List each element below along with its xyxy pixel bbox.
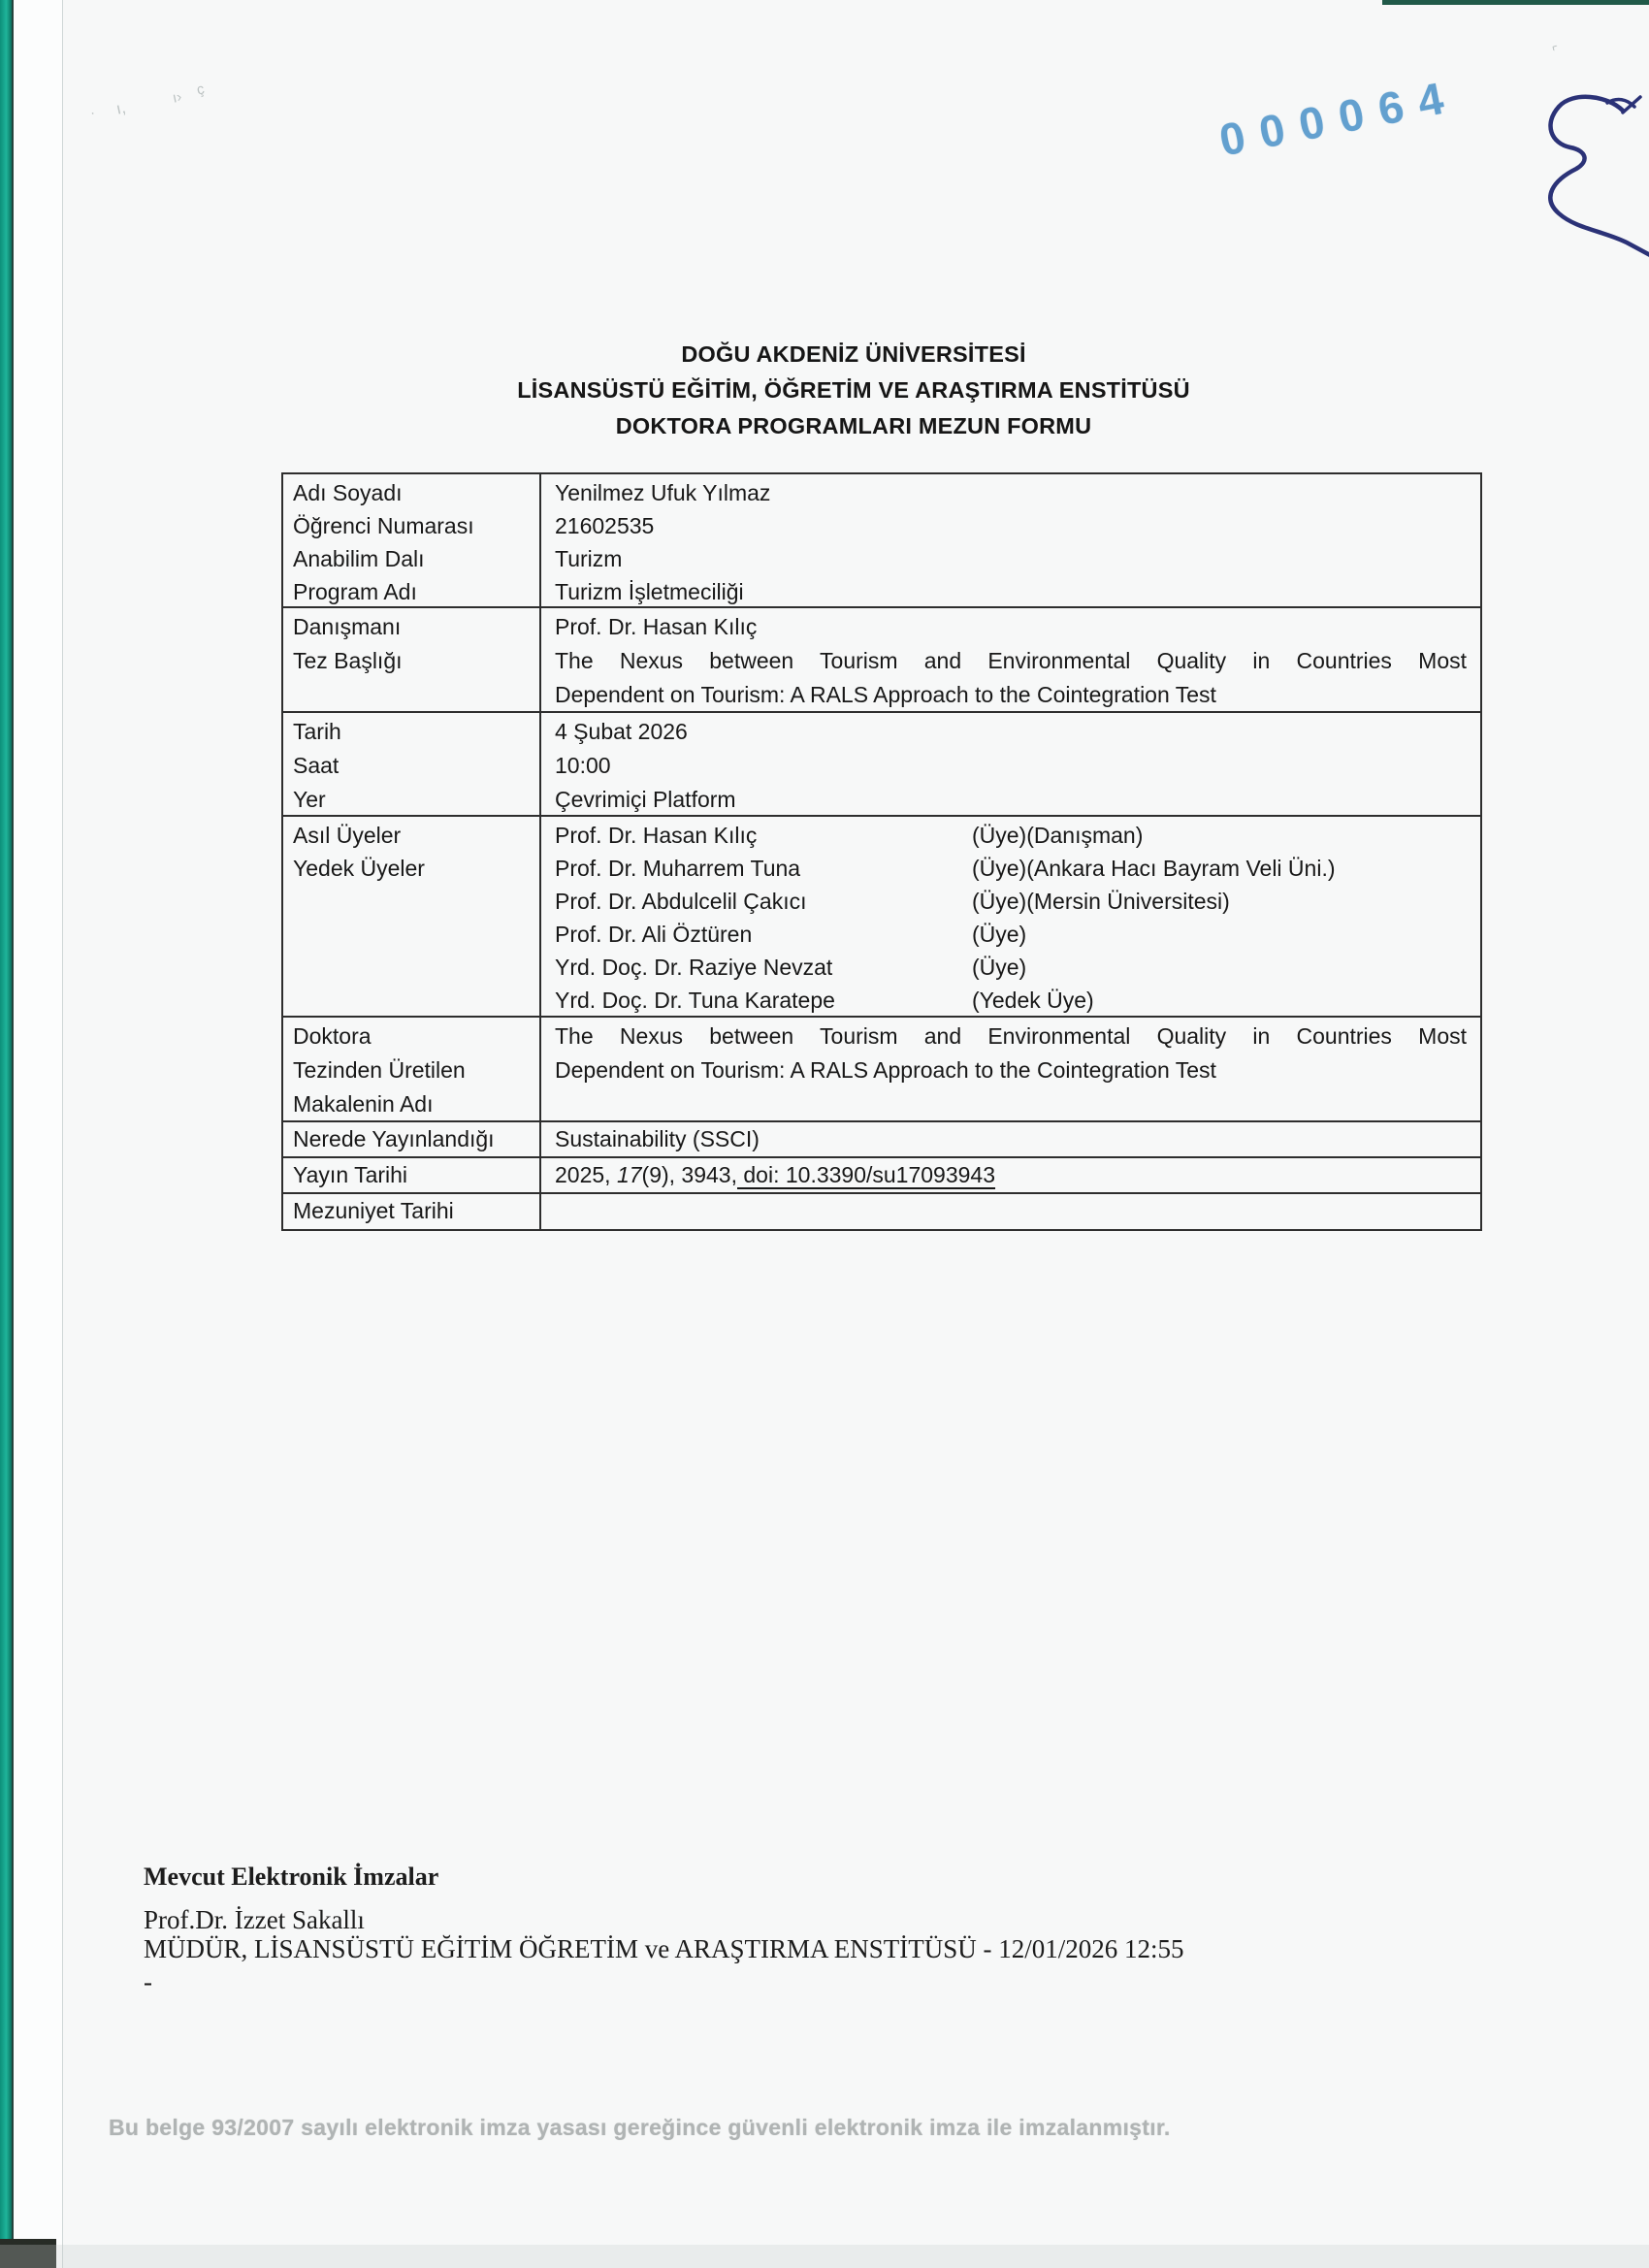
field-label: Yayın Tarihi	[293, 1162, 408, 1187]
scan-bottom-shadow	[0, 2245, 1649, 2268]
value-cell	[541, 817, 1480, 1017]
field-value: 10:00	[555, 753, 611, 778]
ref-issue-pages: (9), 3943,	[641, 1162, 737, 1187]
field-value: Sustainability (SSCI)	[555, 1126, 760, 1151]
advisor-name: Prof. Dr. Hasan Kılıç	[555, 614, 758, 639]
field-label: Tezinden Üretilen	[293, 1057, 466, 1083]
value-cell	[541, 1018, 1480, 1121]
member-role: (Üye)	[972, 955, 1027, 980]
electronic-signatures-section	[144, 1863, 1502, 1996]
label-cell	[283, 817, 541, 1017]
field-label: Adı Soyadı	[293, 480, 403, 505]
value-cell	[541, 713, 1480, 817]
table-row-date-time-place	[283, 713, 1480, 817]
label-cell	[283, 474, 541, 608]
field-label: Makalenin Adı	[293, 1091, 434, 1117]
member-role: (Üye)(Danışman)	[972, 823, 1144, 848]
title-line-university: DOĞU AKDENİZ ÜNİVERSİTESİ	[681, 341, 1026, 367]
handwritten-initials-icon	[1499, 89, 1649, 259]
field-label: Nerede Yayınlandığı	[293, 1126, 495, 1151]
member-role: (Üye)(Ankara Hacı Bayram Veli Üni.)	[972, 856, 1336, 881]
legal-notice: Bu belge 93/2007 sayılı elektronik imza yasası gereğince güvenli elektronik imza ile imzalanmıştır.	[109, 2115, 1171, 2140]
field-label: Tarih	[293, 719, 341, 744]
field-label: Anabilim Dalı	[293, 546, 425, 571]
field-label: Doktora	[293, 1023, 372, 1049]
field-label: Yedek Üyeler	[293, 856, 425, 881]
field-label: Program Adı	[293, 579, 417, 604]
label-cell	[283, 1158, 541, 1192]
signer-name: Prof.Dr. İzzet Sakallı	[144, 1905, 365, 1934]
label-cell	[283, 1018, 541, 1121]
value-cell	[541, 1122, 1480, 1156]
field-label: Yer	[293, 787, 326, 812]
field-value: 21602535	[555, 513, 655, 538]
field-value: Çevrimiçi Platform	[555, 787, 736, 812]
signature-placeholder-dash: -	[144, 1967, 152, 1996]
value-cell	[541, 1194, 1480, 1229]
field-value: Yenilmez Ufuk Yılmaz	[555, 480, 771, 505]
member-name: Prof. Dr. Muharrem Tuna	[555, 856, 801, 881]
pencil-mark: ·	[88, 104, 97, 122]
label-cell	[283, 608, 541, 712]
thesis-title-line1: The Nexus between Tourism and Environmental Quality in Countries Most	[555, 648, 1467, 673]
field-value: 4 Şubat 2026	[555, 719, 688, 744]
table-row-student-info	[283, 474, 1480, 608]
member-name: Prof. Dr. Hasan Kılıç	[555, 823, 758, 848]
title-line-form: DOKTORA PROGRAMLARI MEZUN FORMU	[615, 413, 1092, 438]
document-title	[291, 337, 1416, 444]
publication-reference	[555, 1159, 1467, 1190]
field-label: Saat	[293, 753, 340, 778]
field-value: Turizm	[555, 546, 623, 571]
member-name: Yrd. Doç. Dr. Raziye Nevzat	[555, 955, 833, 980]
ref-year: 2025,	[555, 1162, 617, 1187]
member-role: (Üye)(Mersin Üniversitesi)	[972, 889, 1230, 914]
pencil-mark: ‹	[1548, 38, 1561, 56]
field-label: Danışmanı	[293, 614, 402, 639]
committee-member	[555, 819, 1467, 852]
signer-title-and-timestamp: MÜDÜR, LİSANSÜSTÜ EĞİTİM ÖĞRETİM ve ARAŞTIRMA ENSTİTÜSÜ - 12/01/2026 12:55	[144, 1934, 1184, 1963]
signatures-heading: Mevcut Elektronik İmzalar	[144, 1863, 439, 1891]
pencil-mark: ı›	[171, 88, 183, 107]
label-cell	[283, 1122, 541, 1156]
ref-doi: doi: 10.3390/su17093943	[737, 1162, 996, 1187]
member-role: (Yedek Üye)	[972, 988, 1094, 1013]
page-number-stamp: 000064	[1215, 69, 1463, 166]
value-cell	[541, 608, 1480, 712]
pencil-mark: ç	[195, 81, 207, 99]
table-row-graduation-date	[283, 1194, 1480, 1229]
table-row-advisor-thesis	[283, 608, 1480, 713]
title-line-institute: LİSANSÜSTÜ EĞİTİM, ÖĞRETİM VE ARAŞTIRMA ENSTİTÜSÜ	[517, 377, 1190, 403]
committee-member	[555, 984, 1467, 1017]
graduation-form-table	[281, 472, 1482, 1231]
table-row-committee	[283, 817, 1480, 1018]
member-role: (Üye)	[972, 922, 1027, 947]
field-label: Tez Başlığı	[293, 648, 403, 673]
member-name: Yrd. Doç. Dr. Tuna Karatepe	[555, 988, 835, 1013]
field-label: Öğrenci Numarası	[293, 513, 474, 538]
field-label: Mezuniyet Tarihi	[293, 1198, 454, 1223]
member-name: Prof. Dr. Abdulcelil Çakıcı	[555, 889, 807, 914]
article-title-line1: The Nexus between Tourism and Environmental Quality in Countries Most	[555, 1023, 1467, 1049]
table-row-article-title	[283, 1018, 1480, 1122]
committee-member	[555, 951, 1467, 984]
article-title-line2: Dependent on Tourism: A RALS Approach to the Cointegration Test	[555, 1057, 1216, 1083]
value-cell	[541, 474, 1480, 608]
field-value: Turizm İşletmeciliği	[555, 579, 744, 604]
member-name: Prof. Dr. Ali Öztüren	[555, 922, 753, 947]
scan-edge-top	[1382, 0, 1649, 5]
committee-member	[555, 885, 1467, 918]
committee-member	[555, 918, 1467, 951]
table-row-published-in	[283, 1122, 1480, 1158]
thesis-title-line2: Dependent on Tourism: A RALS Approach to the Cointegration Test	[555, 682, 1216, 707]
value-cell	[541, 1158, 1480, 1192]
pencil-mark: ı,	[114, 98, 128, 118]
field-label: Asıl Üyeler	[293, 823, 402, 848]
ref-volume: 17	[616, 1162, 642, 1187]
table-row-publication-date	[283, 1158, 1480, 1194]
paper-edge-band	[14, 0, 63, 2268]
label-cell	[283, 713, 541, 817]
committee-member	[555, 852, 1467, 885]
scan-edge-left	[0, 0, 14, 2268]
label-cell	[283, 1194, 541, 1229]
